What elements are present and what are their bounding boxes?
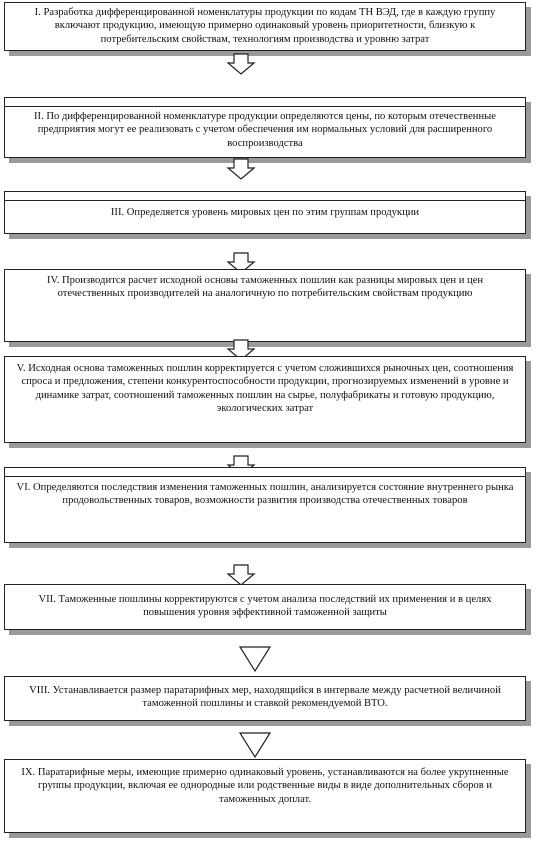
triangle-down-icon-1 <box>239 646 271 672</box>
step-box-6 <box>4 467 526 543</box>
box-header-bar <box>5 98 525 107</box>
step-text-8: VIII. Устанавливается размер паратарифных мер, находящийся в интервале между расчетной величиной таможенной пошлины и ставкой рекомендуемой ВТО. <box>29 685 501 710</box>
box-header-bar <box>5 192 525 201</box>
step-text-3: III. Определяется уровень мировых цен по этим группам продукции <box>110 207 420 218</box>
step-box-4 <box>4 269 526 342</box>
step-box-8 <box>4 676 526 721</box>
step-text-6: VI. Определяются последствия изменения таможенных пошлин, анализируется состояние внутреннего рынка продовольственных товаров, возможности развития производства отечественных товаров <box>16 482 514 507</box>
step-box-2 <box>4 97 526 158</box>
step-box-1 <box>4 2 526 51</box>
down-arrow-icon-1 <box>225 53 257 75</box>
step-box-9 <box>4 759 526 833</box>
step-text-1: I. Разработка дифференцированной номенклатуры продукции по кодам ТН ВЭД, где в каждую группу включают продукцию, имеющую примерно одинаковый уровень приоритетности, близкую к потребительским свойствам, технологиям производства и уровню затрат <box>34 7 496 45</box>
step-box-7 <box>4 584 526 630</box>
down-arrow-icon-2 <box>225 158 257 180</box>
box-header-bar <box>5 468 525 477</box>
step-text-9: IX. Паратарифные меры, имеющие примерно одинаковый уровень, устанавливаются на более укрупненные группы продукции, включая ее однородные или родственные виды в виде дополнительных сборов и таможенных доплат. <box>21 767 509 805</box>
down-arrow-icon-6 <box>225 564 257 586</box>
step-box-3 <box>4 191 526 234</box>
step-text-4: IV. Производится расчет исходной основы таможенных пошлин как разницы мировых цен и цен отечественных производителей на аналогичную по потребительским свойствам продукцию <box>46 275 484 300</box>
triangle-down-icon-2 <box>239 732 271 758</box>
step-text-2: II. По дифференцированной номенклатуре продукции определяются цены, по которым отечественные предприятия могут ее реализовать с учетом обеспечения им нормальных условий для расширенного воспроизводства <box>34 111 496 149</box>
step-text-7: VII. Таможенные пошлины корректируются с учетом анализа последствий их применения и в целях повышения уровня эффективной таможенной защиты <box>38 594 492 619</box>
step-text-5: V. Исходная основа таможенных пошлин корректируется с учетом сложившихся рыночных цен, соотношения спроса и предложения, степени конкурентоспособности продукции, прогнозируемых изменений в уровне и динамике затрат, соотношений таможенных пошлин на сырье, полуфабрикаты и готовую продукцию, экологических затрат <box>16 363 514 415</box>
step-box-5 <box>4 356 526 443</box>
